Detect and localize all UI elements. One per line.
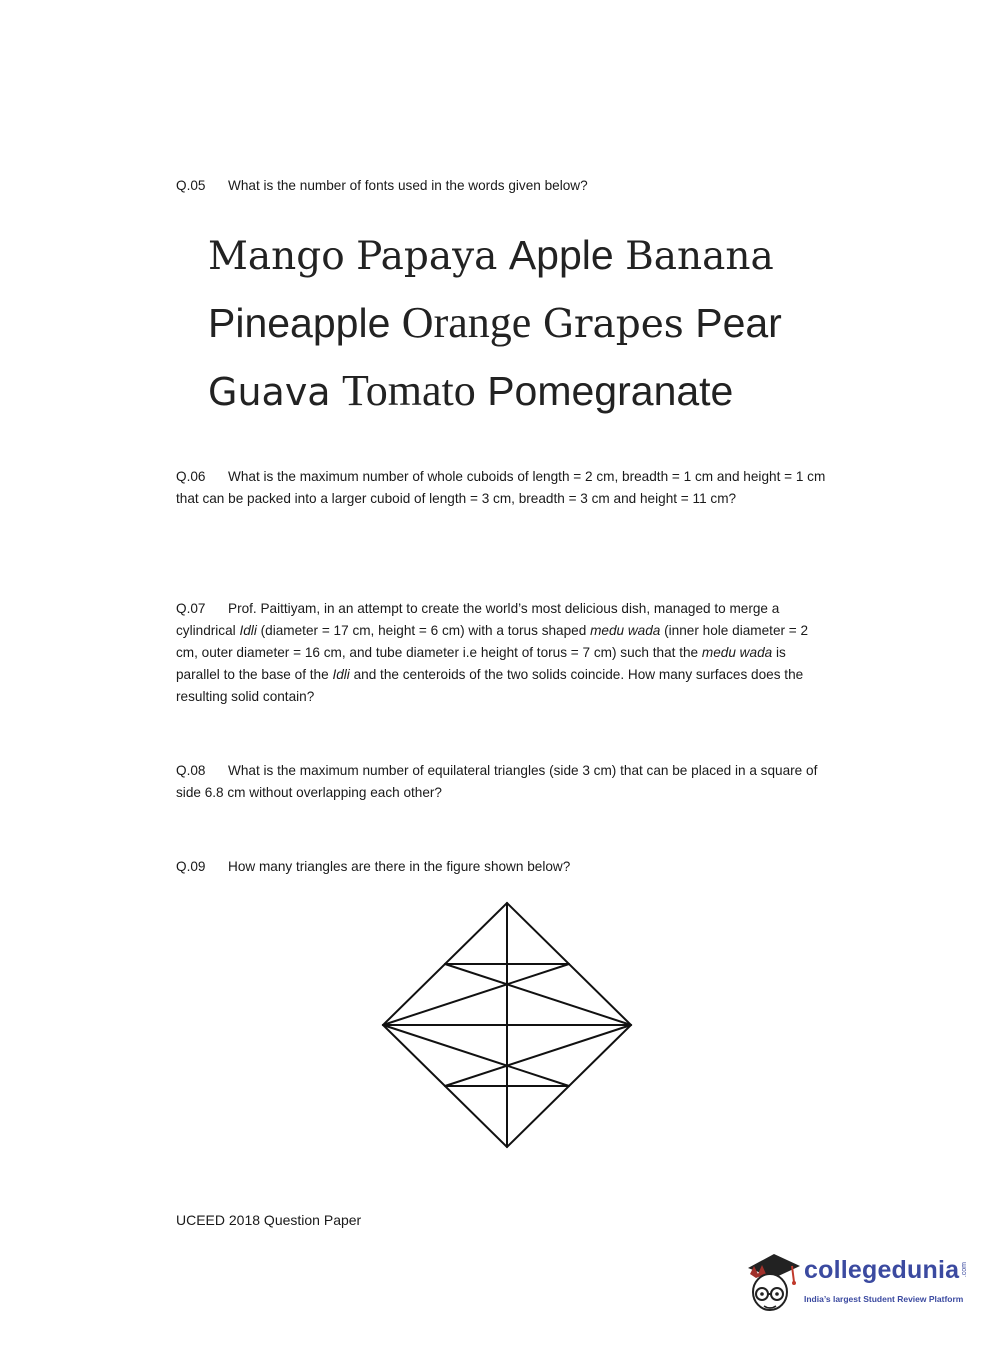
question-number: Q.07 [176, 601, 206, 616]
font-words-block [208, 222, 782, 425]
font-words-line-3 [208, 358, 782, 425]
triangle-figure [370, 896, 646, 1154]
italic-term-medu-wada: medu wada [590, 623, 661, 638]
question-number: Q.06 [176, 469, 206, 484]
question-text-part: (inner hole diameter = 2 cm, outer diameter = 16 cm, and tube diameter i.e height of torus = 7 cm) such that the [176, 623, 809, 660]
logo-tagline: India’s largest Student Review Platform [804, 1294, 964, 1304]
word-pineapple: Pineapple [208, 300, 391, 346]
word-guava: Guava [208, 370, 331, 414]
word-grapes: Grapes [542, 302, 684, 347]
footer-text: UCEED 2018 Question Paper [176, 1212, 362, 1228]
word-banana: Banana [625, 234, 774, 279]
question-text-part: Prof. Paittiyam, in an attempt to create the world’s most delicious dish, managed to merge a cylindrical [176, 601, 780, 638]
question-number: Q.08 [176, 763, 206, 778]
question-text: What is the maximum number of equilateral triangles (side 3 cm) that can be placed in a square of side 6.8 cm without overlapping each other? [176, 763, 818, 800]
word-apple: Apple [508, 232, 614, 278]
word-mango: Mango [208, 234, 345, 279]
question-text: How many triangles are there in the figure shown below? [228, 859, 571, 874]
collegedunia-logo [742, 1248, 974, 1318]
word-pear: Pear [695, 300, 782, 346]
question-number: Q.05 [176, 178, 206, 193]
logo-suffix: .com [961, 1262, 968, 1278]
word-papaya: Papaya [356, 234, 498, 279]
question-text-part: and the centeroids of the two solids coincide. How many surfaces does the resulting solid contain? [176, 667, 804, 704]
font-words-line-2 [208, 290, 782, 358]
question-6 [176, 466, 832, 510]
question-5 [176, 175, 832, 197]
word-pomegranate: Pomegranate [487, 368, 734, 414]
italic-term-idli: Idli [239, 623, 257, 638]
question-8 [176, 760, 832, 804]
question-text-part: (diameter = 17 cm, height = 6 cm) with a torus shaped [256, 623, 591, 638]
question-9 [176, 856, 832, 878]
question-7 [176, 598, 832, 708]
mascot-icon [742, 1248, 804, 1318]
question-text: What is the number of fonts used in the words given below? [228, 178, 588, 193]
question-text-part: is parallel to the base of the [176, 645, 786, 682]
logo-wordmark: collegedunia [804, 1256, 960, 1284]
italic-term-medu-wada: medu wada [701, 645, 773, 660]
question-text: What is the maximum number of whole cuboids of length = 2 cm, breadth = 1 cm and height = 1 cm that can be packed into a larger cuboid of length = 3 cm, breadth = 3 cm and height = 11 cm? [176, 469, 826, 506]
question-number: Q.09 [176, 859, 206, 874]
italic-term-idli: Idli [332, 667, 350, 682]
word-orange: Orange [401, 298, 532, 347]
font-words-line-1 [208, 222, 782, 290]
word-tomato: Tomato [342, 366, 476, 415]
